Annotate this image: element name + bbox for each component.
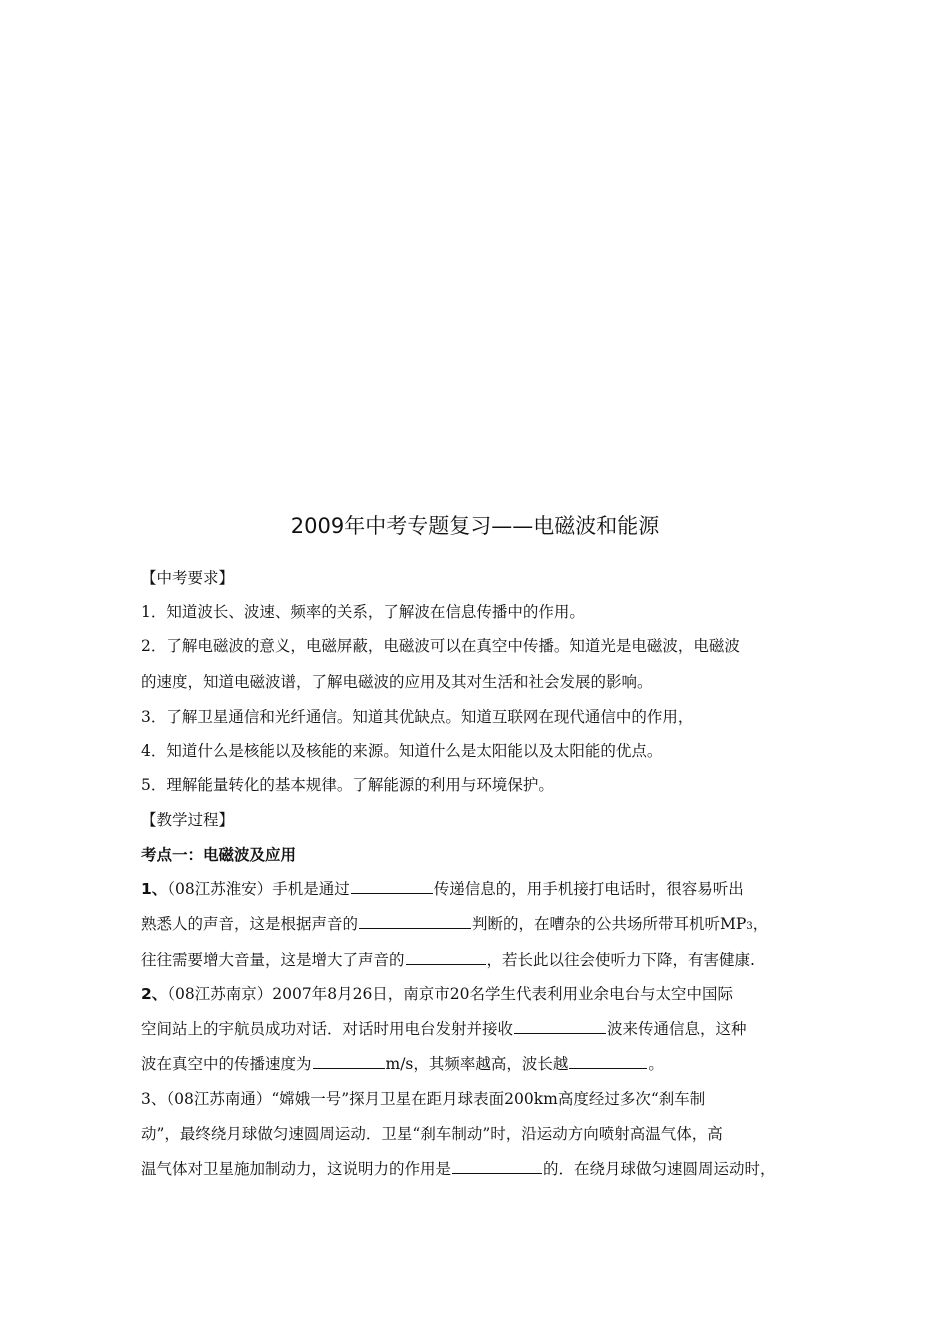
- requirement-item-2: 2．了解电磁波的意义，电磁屏蔽，电磁波可以在真空中传播。知道光是电磁波，电磁波: [141, 637, 740, 655]
- question-2-line-3: 波在真空中的传播速度为 m/s，其频率越高，波长越 。: [141, 1052, 664, 1076]
- question-3-line-1: 3、（08江苏南通）“嫦娥一号”探月卫星在距月球表面200km高度经过多次“刹车制: [141, 1090, 706, 1108]
- question-1-line-3: 往往需要增大音量，这是增大了声音的 ，若长此以往会使听力下降，有害健康.: [141, 948, 755, 972]
- answer-blank[interactable]: [569, 1052, 647, 1069]
- page-title: 2009年中考专题复习——电磁波和能源: [290, 514, 660, 538]
- requirement-item-1: 1．知道波长、波速、频率的关系，了解波在信息传播中的作用。: [141, 603, 585, 621]
- requirement-item-3: 3．了解卫星通信和光纤通信。知道其优缺点。知道互联网在现代通信中的作用，: [141, 708, 694, 726]
- question-2-number: 2、: [141, 985, 168, 1003]
- question-2-line-1: 2、（08江苏南京）2007年8月26日，南京市20名学生代表利用业余电台与太空中国际: [141, 985, 734, 1003]
- question-1-number: 1、: [141, 880, 168, 898]
- question-3-line-3: 温气体对卫星施加制动力，这说明力的作用是 的．在绕月球做匀速圆周运动时，: [141, 1157, 776, 1181]
- requirement-item-2-continued: 的速度，知道电磁波谱，了解电磁波的应用及其对生活和社会发展的影响。: [141, 673, 653, 691]
- answer-blank[interactable]: [406, 948, 486, 965]
- answer-blank[interactable]: [313, 1052, 385, 1069]
- question-1-line-2: 熟悉人的声音，这是根据声音的 判断的，在嘈杂的公共场所带耳机听MP3，: [141, 912, 768, 939]
- process-header: 【教学过程】: [141, 811, 235, 829]
- question-3-line-2: 动”，最终绕月球做匀速圆周运动．卫星“刹车制动”时，沿运动方向喷射高温气体，高: [141, 1125, 723, 1143]
- answer-blank[interactable]: [452, 1157, 542, 1174]
- answer-blank[interactable]: [514, 1017, 606, 1034]
- requirement-item-5: 5．理解能量转化的基本规律。了解能源的利用与环境保护。: [141, 776, 554, 794]
- question-1-line-1: 1、（08江苏淮安）手机是通过 传递信息的，用手机接打电话时，很容易听出: [141, 877, 744, 901]
- answer-blank[interactable]: [351, 877, 433, 894]
- answer-blank[interactable]: [359, 912, 471, 929]
- question-2-line-2: 空间站上的宇航员成功对话．对话时用电台发射并接收 波来传通信息，这种: [141, 1017, 747, 1041]
- requirements-header: 【中考要求】: [141, 569, 235, 587]
- topic1-heading: 考点一：电磁波及应用: [141, 846, 297, 864]
- requirement-item-4: 4．知道什么是核能以及核能的来源。知道什么是太阳能以及太阳能的优点。: [141, 742, 663, 760]
